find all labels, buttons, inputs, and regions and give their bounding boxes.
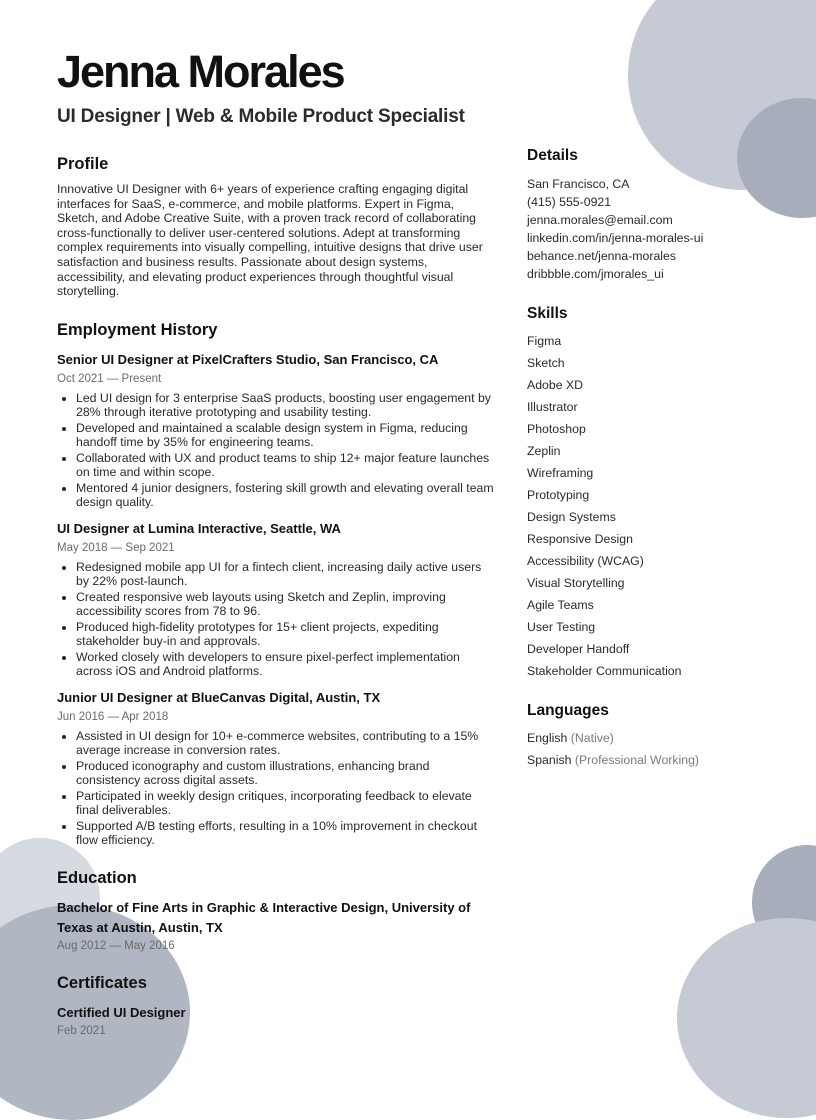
decorative-circle-bottom-right-large (677, 918, 816, 1118)
job-title: Senior UI Designer at PixelCrafters Studio, San Francisco, CA (57, 351, 439, 367)
dribbble-link[interactable]: dribbble.com/jmorales_ui (527, 267, 664, 281)
job-bullet: • Created responsive web layouts using Sketch and Zeplin, improving accessibility scores from 78 to 96. (76, 590, 497, 618)
skill-item: Stakeholder Communication (527, 664, 682, 678)
phone-text: (415) 555-0921 (527, 195, 612, 209)
language-level: (Native) (570, 731, 614, 745)
skill-item: Illustrator (527, 400, 578, 414)
profile-section (57, 155, 497, 299)
certificate-date: Feb 2021 (57, 1024, 106, 1037)
languages-section (527, 702, 757, 771)
education-heading: Education (57, 868, 137, 887)
education-dates: Aug 2012 — May 2016 (57, 939, 175, 952)
job-dates: Jun 2016 — Apr 2018 (57, 710, 169, 723)
job-bullet: • Worked closely with developers to ensure pixel-perfect implementation across iOS and Android platforms. (76, 650, 497, 678)
job-bullet: • Produced iconography and custom illustrations, enhancing brand consistency across digital assets. (76, 759, 497, 787)
job-bullets (57, 391, 497, 509)
job-bullet: • Participated in weekly design critiques, incorporating feedback to elevate final deliverables. (76, 789, 497, 817)
skill-item: Zeplin (527, 444, 561, 458)
skill-item: Sketch (527, 356, 565, 370)
job-entry (57, 352, 497, 509)
degree-title: Bachelor of Fine Arts in Graphic & Interactive Design, University of Texas at Austin, Austin, TX (57, 899, 471, 935)
job-bullet: • Assisted in UI design for 10+ e-commerce websites, contributing to a 15% average increase in conversion rates. (76, 729, 497, 757)
skill-item: Developer Handoff (527, 642, 630, 656)
language-level: (Professional Working) (574, 753, 700, 767)
skills-heading: Skills (527, 305, 568, 322)
skill-item: Design Systems (527, 510, 616, 524)
job-bullet: • Produced high-fidelity prototypes for 15+ client projects, expediting stakeholder buy-in and approvals. (76, 620, 497, 648)
job-bullets (57, 560, 497, 678)
certificates-heading: Certificates (57, 973, 147, 992)
candidate-title: UI Designer | Web & Mobile Product Specialist (57, 106, 465, 127)
profile-text: Innovative UI Designer with 6+ years of experience crafting engaging digital interfaces for SaaS, e-commerce, and mobile platforms. Expert in Figma, Sketch, and Adobe Creative Suite, with a proven track record of collaborating cross-functionally to deliver user-centered solutions. Adept at transforming complex requirements into visually compelling, intuitive designs that drive user satisfaction and business results. Passionate about design systems, accessibility, and elevating product experiences through thoughtful visual storytelling. (57, 182, 483, 299)
job-title: Junior UI Designer at BlueCanvas Digital, Austin, TX (57, 689, 381, 705)
skill-item: Accessibility (WCAG) (527, 554, 644, 568)
behance-link[interactable]: behance.net/jenna-morales (527, 249, 677, 263)
employment-section (57, 321, 497, 847)
details-list (527, 175, 757, 283)
job-dates: Oct 2021 — Present (57, 372, 162, 385)
job-entry (57, 690, 497, 847)
skill-item: Adobe XD (527, 378, 584, 392)
job-bullet: • Collaborated with UX and product teams to ship 12+ major feature launches on time and within scope. (76, 451, 497, 479)
email-link[interactable]: jenna.morales@email.com (527, 213, 673, 227)
job-bullet: • Mentored 4 junior designers, fostering skill growth and elevating overall team design quality. (76, 481, 497, 509)
language-item (527, 749, 757, 771)
candidate-name: Jenna Morales (57, 46, 344, 97)
certificate-name: Certified UI Designer (57, 1004, 186, 1020)
details-heading: Details (527, 147, 578, 164)
skills-list (527, 330, 757, 682)
skills-section (527, 305, 757, 682)
job-bullet: • Developed and maintained a scalable design system in Figma, reducing handoff time by 35% for engineering teams. (76, 421, 497, 449)
languages-heading: Languages (527, 702, 609, 719)
skill-item: Agile Teams (527, 598, 594, 612)
skill-item: Figma (527, 334, 562, 348)
education-section (57, 869, 497, 952)
job-bullet: • Supported A/B testing efforts, resulting in a 10% improvement in checkout flow efficiency. (76, 819, 497, 847)
sidebar (527, 147, 757, 771)
location-text: San Francisco, CA (527, 177, 630, 191)
job-entry (57, 521, 497, 678)
certificates-section (57, 974, 497, 1037)
job-title: UI Designer at Lumina Interactive, Seattle, WA (57, 520, 341, 536)
job-dates: May 2018 — Sep 2021 (57, 541, 175, 554)
job-bullets (57, 729, 497, 847)
job-bullet: • Redesigned mobile app UI for a fintech client, increasing daily active users by 22% post-launch. (76, 560, 497, 588)
profile-heading: Profile (57, 155, 109, 173)
languages-list (527, 727, 757, 771)
employment-heading: Employment History (57, 320, 218, 339)
language-name: English (527, 731, 568, 745)
details-section (527, 147, 757, 283)
skill-item: Prototyping (527, 488, 590, 502)
job-bullet: • Led UI design for 3 enterprise SaaS products, boosting user engagement by 28% through iterative prototyping and usability testing. (76, 391, 497, 419)
skill-item: Visual Storytelling (527, 576, 625, 590)
skill-item: User Testing (527, 620, 596, 634)
skill-item: Responsive Design (527, 532, 633, 546)
skill-item: Photoshop (527, 422, 586, 436)
language-item (527, 727, 757, 749)
language-name: Spanish (527, 753, 572, 767)
skill-item: Wireframing (527, 466, 594, 480)
linkedin-link[interactable]: linkedin.com/in/jenna-morales-ui (527, 231, 704, 245)
main-column (57, 40, 497, 1037)
